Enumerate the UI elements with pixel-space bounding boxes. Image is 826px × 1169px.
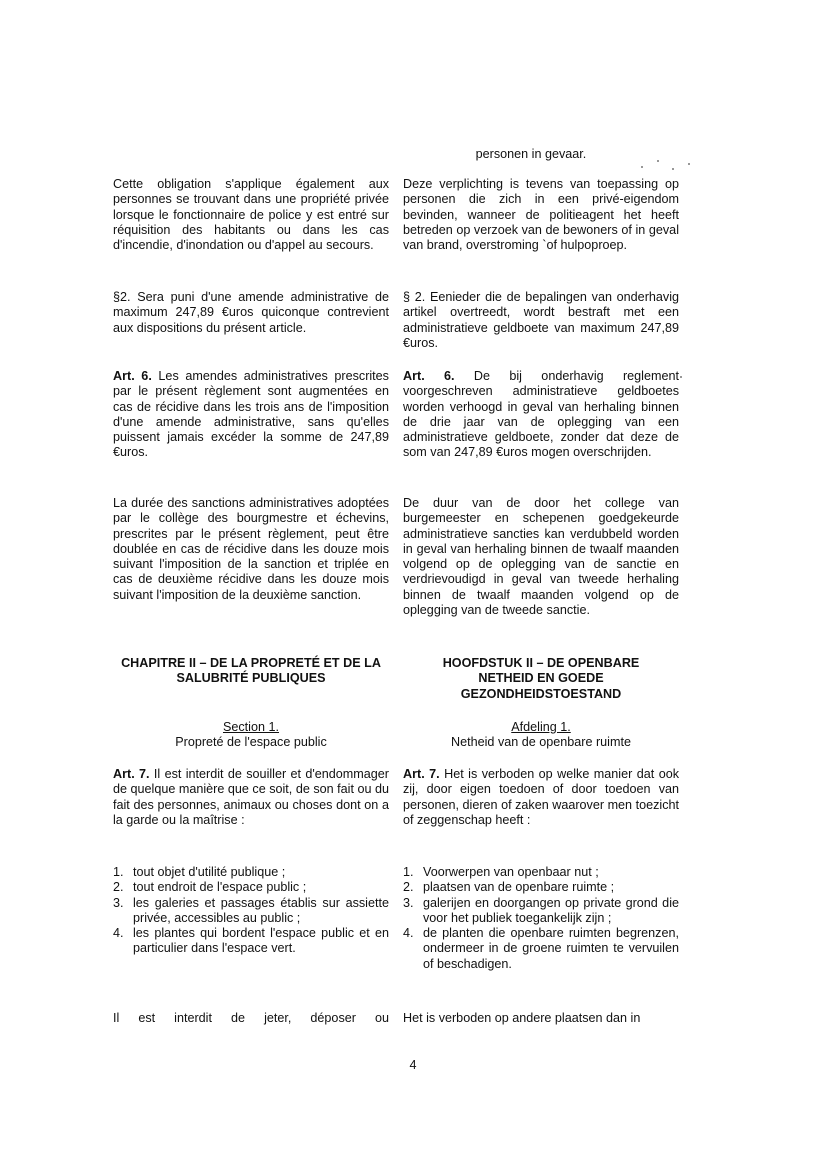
nl-list	[403, 865, 679, 972]
nl-art7-text: Het is verboden op welke manier dat ook zij, door eigen toedoen of door toedoen van personen, dieren of zaken waarover men toezicht of zeggenschap heeft :	[403, 767, 679, 827]
nl-paragraph-last: Het is verboden op andere plaatsen dan in	[403, 1011, 641, 1025]
nl-chapter-title: HOOFDSTUK II – DE OPENBARE NETHEID EN GOEDE GEZONDHEIDSTOESTAND	[442, 656, 640, 701]
list-item	[403, 880, 679, 895]
list-item-number: 3.	[113, 895, 124, 910]
nl-paragraph-top: personen in gevaar.	[475, 147, 587, 161]
list-item	[113, 865, 389, 880]
list-item-number: 1.	[403, 865, 414, 879]
fr-chapter-title: CHAPITRE II – DE LA PROPRETÉ ET DE LA SALUBRITÉ PUBLIQUES	[121, 656, 381, 686]
list-item	[403, 896, 679, 927]
list-item-text: tout objet d'utilité publique ;	[133, 865, 286, 879]
fr-art6-text: Les amendes administratives prescrites par le présent règlement sont augmentées en cas de récidive dans les trois ans de l'imposition d'une amende administrative, sans qu'elles puissent jamais excéder la somme de 247,89 €uros.	[113, 369, 389, 460]
fr-art6-label: Art. 6.	[113, 369, 152, 383]
fr-article-7	[113, 767, 389, 828]
nl-art6-label: Art. 6.	[403, 369, 455, 383]
list-item	[113, 896, 389, 927]
list-item-number: 3.	[403, 895, 414, 910]
fr-article-6	[113, 369, 389, 461]
nl-section-title: Netheid van de openbare ruimte	[451, 735, 631, 750]
list-item-text: galerijen en doorgangen op private grond die voor het publiek toegankelijk zijn ;	[423, 895, 679, 925]
nl-article-6	[403, 369, 679, 461]
nl-section-label: Afdeling 1.	[511, 720, 571, 734]
fr-paragraph-obligation: Cette obligation s'applique également aux personnes se trouvant dans une propriété privée lorsque le fonctionnaire de police y est entré sur réquisition des habitants ou dans les cas d'incendie, d'inondation ou d'appel au secours.	[113, 177, 389, 253]
fr-section-title: Propreté de l'espace public	[175, 735, 327, 750]
list-item-number: 2.	[403, 880, 414, 895]
nl-section-heading	[403, 720, 679, 751]
list-item	[113, 880, 389, 895]
nl-article-7	[403, 767, 679, 828]
list-item-text: Voorwerpen van openbaar nut ;	[423, 865, 599, 879]
nl-paragraph-duur: De duur van de door het college van burgemeester en schepenen goedgekeurde administratieve sancties kan verdubbeld worden in geval van herhaling binnen de twaalf maanden volgend op de oplegging van de sanctie en verdrievoudigd in geval van tweede herhaling binnen de twaalf maanden volgend op de oplegging van de tweede sanctie.	[403, 496, 679, 618]
fr-paragraph-s2: §2. Sera puni d'une amende administrative de maximum 247,89 €uros quiconque contrevient aux dispositions du présent article.	[113, 290, 389, 335]
fr-section-heading	[113, 720, 389, 751]
list-item-number: 4.	[403, 926, 414, 941]
fr-art7-text: Il est interdit de souiller et d'endommager de quelque manière que ce soit, de son fait ou du fait des personnes, animaux ou choses dont on a la garde ou la maîtrise :	[113, 767, 389, 827]
list-item-text: les galeries et passages établis sur assiette privée, accessibles au public ;	[133, 895, 389, 925]
scan-speck	[688, 163, 690, 165]
list-item-text: les plantes qui bordent l'espace public et en particulier dans l'espace vert.	[133, 926, 389, 956]
list-item-text: tout endroit de l'espace public ;	[133, 880, 307, 895]
list-item-text: de planten die openbare ruimten begrenzen, ondermeer in de groene ruimten te vervuilen of beschadigen.	[423, 926, 679, 971]
fr-list	[113, 865, 389, 957]
list-item	[403, 865, 679, 880]
scan-speck	[680, 376, 682, 378]
page-number: 4	[409, 1058, 417, 1072]
scan-speck	[641, 166, 643, 168]
nl-paragraph-verplichting: Deze verplichting is tevens van toepassing op personen die zich in een privé-eigendom bevinden, wanneer de politieagent het heeft betreden op verzoek van de bewoners of in geval van brand, overstroming `of hulpoproep.	[403, 177, 679, 253]
fr-paragraph-last: Il est interdit de jeter, déposer ou	[113, 1011, 389, 1025]
list-item	[403, 926, 679, 972]
nl-art7-label: Art. 7.	[403, 767, 440, 781]
list-item-number: 1.	[113, 865, 124, 879]
fr-paragraph-duree: La durée des sanctions administratives adoptées par le collège des bourgmestre et échevins, prescrites par le présent règlement, peut être doublée en cas de récidive dans les douze mois suivant l'imposition de la sanction et triplée en cas de deuxième récidive dans les douze mois suivant l'imposition de la deuxième sanction.	[113, 496, 389, 602]
nl-art6-text: De bij onderhavig reglement voorgeschreven administratieve geldboetes worden verhoogd in geval van herhaling binnen de drie jaar van de oplegging van een administratieve geldboete, zonder dat deze de som van 247,89 €uros mogen overschrijden.	[403, 369, 679, 460]
scan-speck	[672, 168, 674, 170]
list-item-number: 2.	[113, 880, 124, 895]
list-item	[113, 926, 389, 957]
nl-paragraph-s2: § 2. Eenieder die de bepalingen van onderhavig artikel overtreedt, wordt bestraft met een administratieve geldboete van maximum 247,89 €uros.	[403, 290, 679, 350]
fr-section-label: Section 1.	[222, 720, 279, 734]
list-item-number: 4.	[113, 926, 124, 941]
fr-art7-label: Art. 7.	[113, 767, 150, 781]
list-item-text: plaatsen van de openbare ruimte ;	[423, 880, 615, 895]
